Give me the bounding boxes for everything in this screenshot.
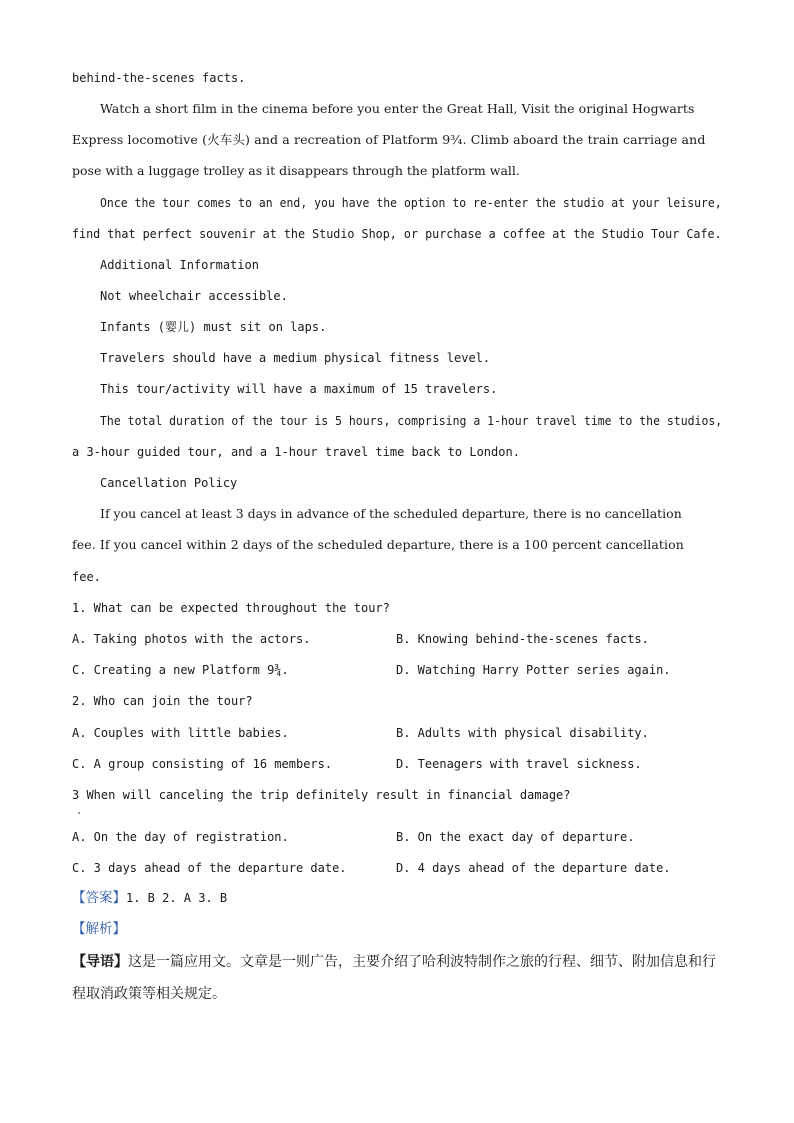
option-a: A. Couples with little babies.	[72, 726, 289, 740]
passage-line: behind-the-scenes facts.	[72, 71, 246, 85]
option-d: D. Teenagers with travel sickness.	[396, 757, 642, 771]
section-heading-additional-info: Additional Information	[100, 258, 259, 272]
option-b: B. Adults with physical disability.	[396, 726, 649, 740]
option-d: D. 4 days ahead of the departure date.	[396, 861, 671, 875]
passage-line: The total duration of the tour is 5 hours, comprising a 1-hour travel time to the studios,	[100, 414, 723, 428]
option-b: B. On the exact day of departure.	[396, 830, 635, 844]
question-stem: 2. Who can join the tour?	[72, 694, 253, 708]
info-item: Infants (婴儿) must sit on laps.	[100, 320, 327, 334]
option-a: A. Taking photos with the actors.	[72, 632, 311, 646]
answer-text: 1. B 2. A 3. B	[126, 891, 228, 905]
stray-mark	[78, 812, 80, 814]
option-a: A. On the day of registration.	[72, 830, 289, 844]
analysis-tag: 【解析】	[72, 921, 126, 937]
guide-text-2: 程取消政策等相关规定。	[72, 986, 226, 1002]
option-c: C. 3 days ahead of the departure date.	[72, 861, 347, 875]
passage-line: pose with a luggage trolley as it disappears through the platform wall.	[72, 163, 520, 178]
passage-line: If you cancel at least 3 days in advance of the scheduled departure, there is no cancellation	[100, 506, 682, 521]
info-item: Not wheelchair accessible.	[100, 289, 288, 303]
question-stem: 1. What can be expected throughout the tour?	[72, 601, 390, 615]
option-c: C. Creating a new Platform 9¾.	[72, 663, 289, 677]
guide-line-2	[72, 984, 226, 1004]
passage-line: fee. If you cancel within 2 days of the scheduled departure, there is a 100 percent cancellation	[72, 537, 684, 552]
passage-line: Express locomotive (火车头) and a recreation of Platform 9¾. Climb aboard the train carriage and	[72, 132, 706, 147]
guide-text-1: 这是一篇应用文。文章是一则广告，主要介绍了哈利波特制作之旅的行程、细节、附加信息和行	[128, 954, 716, 970]
option-b: B. Knowing behind-the-scenes facts.	[396, 632, 649, 646]
guide-tag: 【导语】	[72, 954, 128, 970]
question-stem: 3 When will canceling the trip definitely result in financial damage?	[72, 788, 571, 802]
analysis-line	[72, 921, 126, 937]
passage-line: find that perfect souvenir at the Studio Shop, or purchase a coffee at the Studio Tour Cafe.	[72, 227, 722, 241]
passage-line: fee.	[72, 570, 101, 584]
passage-line: Watch a short film in the cinema before you enter the Great Hall, Visit the original Hogwarts	[100, 101, 695, 116]
passage-line: Once the tour comes to an end, you have the option to re-enter the studio at your leisure,	[100, 196, 722, 210]
guide-line-1	[72, 952, 716, 972]
option-c: C. A group consisting of 16 members.	[72, 757, 333, 771]
info-item: This tour/activity will have a maximum of 15 travelers.	[100, 382, 498, 396]
option-d: D. Watching Harry Potter series again.	[396, 663, 671, 677]
passage-line: a 3-hour guided tour, and a 1-hour travel time back to London.	[72, 445, 520, 459]
answer-line	[72, 890, 227, 906]
info-item: Travelers should have a medium physical fitness level.	[100, 351, 491, 365]
answer-tag: 【答案】	[72, 890, 126, 906]
section-heading-cancellation: Cancellation Policy	[100, 476, 238, 490]
